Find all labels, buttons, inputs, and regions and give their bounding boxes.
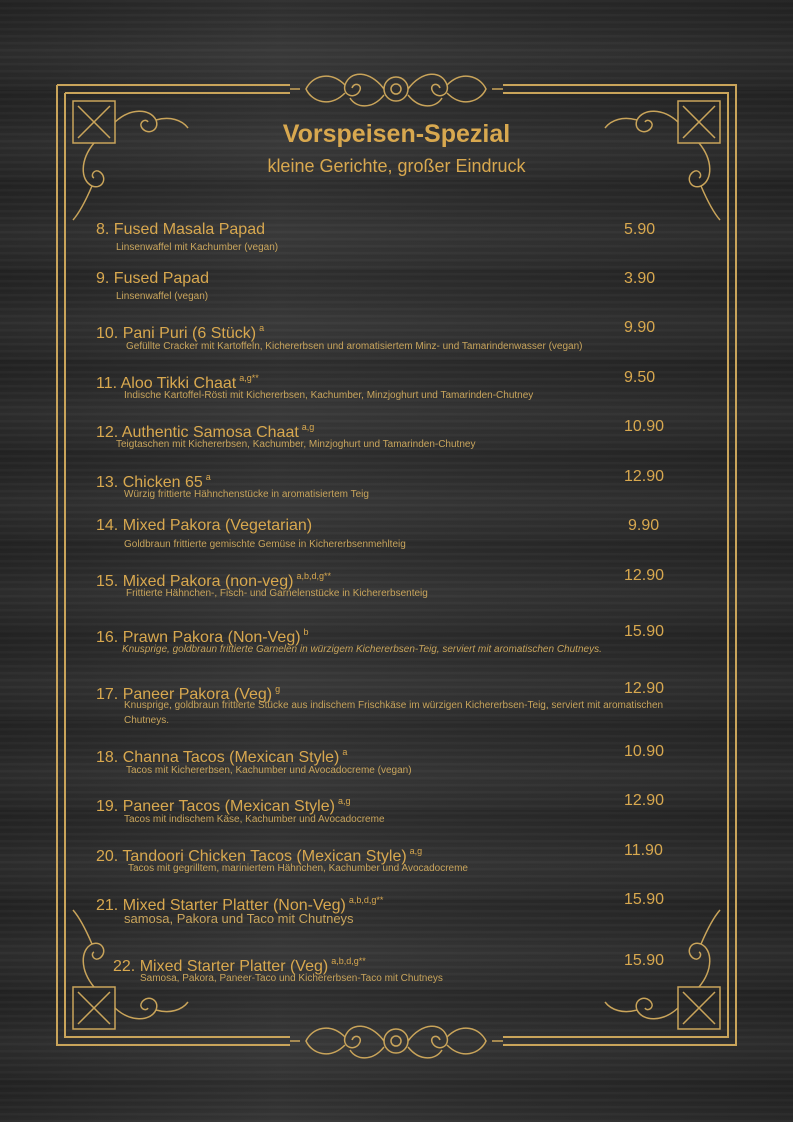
menu-item-price: 9.90: [624, 319, 656, 336]
menu-item-name-text: 10. Pani Puri (6 Stück): [96, 325, 257, 342]
menu-item-description: Würzig frittierte Hähnchenstücke in aromatisiertem Teig: [124, 489, 369, 500]
menu-item-description: Tacos mit Kichererbsen, Kachumber und Avocadocreme (vegan): [126, 765, 412, 776]
menu-item-price: 3.90: [624, 270, 656, 287]
allergen-codes: a,g: [409, 846, 423, 856]
menu-item-price: 15.90: [624, 623, 665, 640]
menu-item-name-text: 20. Tandoori Chicken Tacos (Mexican Style): [96, 848, 407, 865]
menu-item-price: 11.90: [624, 842, 663, 859]
menu-item-description: Knusprige, goldbraun frittierte Stücke aus indischem Frischkäse im würzigen Kichererbsen-Teig, serviert mit aromatischen Chutneys.: [124, 700, 664, 726]
menu-item-price: 9.90: [628, 517, 660, 534]
menu-item-name-text: 18. Channa Tacos (Mexican Style): [96, 749, 340, 766]
bottom-ornament: [290, 1026, 503, 1058]
menu-item-name: [96, 516, 312, 536]
menu-item-name-text: 21. Mixed Starter Platter (Non-Veg): [96, 897, 346, 914]
allergen-codes: a,b,d,g**: [331, 956, 366, 966]
menu-item-name-text: 11. Aloo Tikki Chaat: [96, 375, 237, 392]
allergen-codes: a,b,d,g**: [348, 895, 384, 905]
allergen-codes: a: [205, 472, 211, 482]
menu-item-description: Teigtaschen mit Kichererbsen, Kachumber, Minzjoghurt und Tamarinden-Chutney: [116, 439, 476, 450]
menu-item-name-text: 14. Mixed Pakora (Vegetarian): [96, 517, 313, 534]
menu-item-price: 12.90: [624, 792, 665, 809]
allergen-codes: g: [275, 684, 281, 694]
menu-item-name-text: 22. Mixed Starter Platter (Veg): [113, 958, 329, 975]
menu-item-description: Linsenwaffel (vegan): [116, 291, 209, 302]
menu-item-name-text: 9. Fused Papad: [96, 270, 209, 287]
menu-item-name-text: 17. Paneer Pakora (Veg): [96, 686, 273, 703]
allergen-codes: a,b,d,g**: [296, 571, 331, 581]
menu-item-name: [96, 269, 209, 289]
menu-item-description: samosa, Pakora und Taco mit Chutneys: [124, 911, 354, 926]
allergen-codes: a,g**: [239, 373, 259, 383]
menu-item-price: 12.90: [624, 468, 665, 485]
menu-item-description: Gefüllte Cracker mit Kartoffeln, Kichererbsen und aromatisiertem Minz- und Tamarindenwasser (vegan): [126, 341, 583, 352]
menu-item-price: 15.90: [624, 952, 665, 969]
menu-subtitle: kleine Gerichte, großer Eindruck: [267, 156, 526, 176]
menu-item-price: 10.90: [624, 418, 665, 435]
allergen-codes: b: [303, 627, 309, 637]
menu-item-description: Frittierte Hähnchen-, Fisch- und Garnelenstücke in Kichererbsenteig: [126, 588, 428, 599]
top-ornament: [290, 74, 503, 106]
allergen-codes: a,g: [301, 422, 315, 432]
menu-item-name-text: 13. Chicken 65: [96, 474, 203, 491]
menu-item-description: Tacos mit indischem Käse, Kachumber und Avocadocreme: [124, 814, 385, 825]
menu-item-price: 10.90: [624, 743, 665, 760]
menu-item-name-text: 8. Fused Masala Papad: [96, 221, 265, 238]
menu-item-name-text: 15. Mixed Pakora (non-veg): [96, 573, 294, 590]
menu-item-description: Tacos mit gegrilltem, mariniertem Hähnchen, Kachumber und Avocadocreme: [128, 863, 468, 874]
menu-item-name: [96, 220, 265, 240]
allergen-codes: a: [342, 747, 348, 757]
menu-item-price: 15.90: [624, 891, 665, 908]
menu-item-price: 5.90: [624, 221, 656, 238]
menu-item-price: 9.50: [624, 369, 656, 386]
allergen-codes: a: [259, 323, 265, 333]
menu-item-description: Knusprige, goldbraun frittierte Garnelen in würzigem Kichererbsen-Teig, serviert mit aromatischen Chutneys.: [122, 644, 602, 655]
menu-item-name-text: 16. Prawn Pakora (Non-Veg): [96, 629, 301, 646]
menu-title: Vorspeisen-Spezial: [282, 120, 511, 148]
allergen-codes: a,g: [337, 796, 351, 806]
menu-item-description: Samosa, Pakora, Paneer-Taco und Kichererbsen-Taco mit Chutneys: [140, 973, 443, 984]
menu-item-price: 12.90: [624, 567, 665, 584]
menu-item-name-text: 12. Authentic Samosa Chaat: [96, 424, 299, 441]
menu-item-description: Indische Kartoffel-Rösti mit Kichererbsen, Kachumber, Minzjoghurt und Tamarinden-Chutney: [124, 390, 534, 401]
menu-item-description: Goldbraun frittierte gemischte Gemüse in Kichererbsenmehlteig: [124, 539, 406, 550]
menu-item-description: Linsenwaffel mit Kachumber (vegan): [116, 242, 279, 253]
menu-item-name-text: 19. Paneer Tacos (Mexican Style): [96, 798, 335, 815]
menu-item-price: 12.90: [624, 680, 665, 697]
